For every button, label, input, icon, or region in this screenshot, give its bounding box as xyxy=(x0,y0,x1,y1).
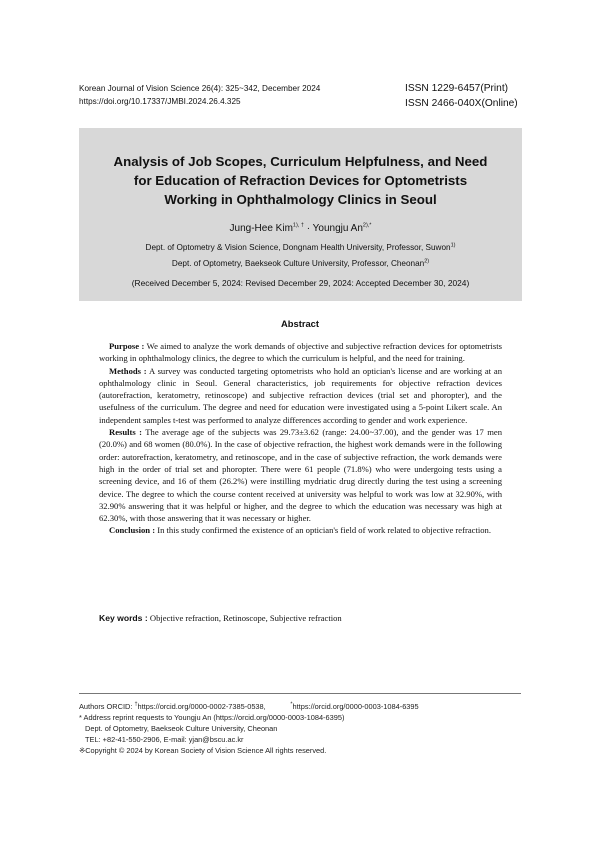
paper-title xyxy=(79,152,522,209)
abstract-heading: Abstract xyxy=(280,318,320,329)
copyright: ※Copyright © 2024 by Korean Society of Vision Science All rights reserved. xyxy=(79,746,327,756)
affiliation-1 xyxy=(79,243,522,252)
reprint-request: * Address reprint requests to Youngju An (https://orcid.org/0000-0003-1084-6395) xyxy=(79,713,345,723)
author-name: Jung-Hee Kim xyxy=(229,223,293,234)
abstract-conclusion xyxy=(99,524,502,536)
affiliation-2 xyxy=(79,259,522,268)
title-line: Analysis of Job Scopes, Curriculum Helpfulness, and Need xyxy=(113,154,488,169)
author-name: Youngju An xyxy=(312,223,363,234)
purpose-text: We aimed to analyze the work demands of objective and subjective refraction devices for optometrists working in ophthalmology clinics, the degree to which the curriculum is helpful, and the need for training. xyxy=(99,341,502,364)
title-box xyxy=(79,128,522,301)
orcid-mark: * xyxy=(290,701,293,708)
results-label: Results : xyxy=(109,427,143,438)
title-line: for Education of Refraction Devices for Optometrists xyxy=(133,173,468,188)
title-line: Working in Ophthalmology Clinics in Seoul xyxy=(164,192,437,207)
orcid-mark: † xyxy=(134,701,138,708)
orcid-line xyxy=(79,701,419,712)
keywords-text: Objective refraction, Retinoscope, Subjective refraction xyxy=(147,613,342,623)
received-dates: (Received December 5, 2024: Revised December 29, 2024: Accepted December 30, 2024) xyxy=(131,278,470,288)
reprint-contact: TEL: +82-41-550-2906, E-mail: yjan@bscu.ac.kr xyxy=(85,735,244,745)
issn-block xyxy=(405,81,518,111)
footnotes xyxy=(79,701,419,756)
abstract-methods xyxy=(99,365,502,426)
affiliation-text: Dept. of Optometry & Vision Science, Dongnam Health University, Professor, Suwon xyxy=(145,243,451,252)
author-sup: 1), † xyxy=(292,222,304,229)
issn-online: ISSN 2466-040X(Online) xyxy=(405,98,518,109)
journal-header xyxy=(79,82,320,108)
issn-print: ISSN 1229-6457(Print) xyxy=(405,83,509,94)
results-text: The average age of the subjects was 29.73±3.62 (range: 24.00~37.00), and the gender was 17 men (20.0%) and 68 women (80.0%). In the case of objective refraction, the highest work demands were in the following order: autorefraction, keratometry, and retinoscope, and in the case of subjective refraction, the work demands were high in the order of trial set and phoropter. There were 61 people (71.8%) who were undergoing tests using a screening device, and 16 of them (26.2%) were instilling mydriatic drug directly during the test using a screening device. The degree to which the course content received at university was helpful to work was low at 32.90%, with 32.90% answering that it was helpful or higher, and the degree to which the education was necessary was high at 62.30%, with those answering that it was necessary or higher. xyxy=(99,427,502,524)
author-separator: · xyxy=(303,223,313,234)
affiliation-sup: 2) xyxy=(424,258,430,265)
orcid-prefix: Authors ORCID: xyxy=(79,702,135,711)
reprint-dept: Dept. of Optometry, Baekseok Culture University, Cheonan xyxy=(85,724,278,734)
conclusion-label: Conclusion : xyxy=(109,525,156,536)
journal-citation: Korean Journal of Vision Science 26(4): 325~342, December 2024 xyxy=(79,84,321,93)
methods-label: Methods : xyxy=(109,365,147,376)
keywords xyxy=(99,613,342,623)
orcid-link-1[interactable]: https://orcid.org/0000-0002-7385-0538, xyxy=(137,702,266,711)
footnote-divider xyxy=(79,693,521,694)
keywords-label: Key words : xyxy=(99,613,148,623)
author-list xyxy=(79,223,522,234)
doi-link[interactable]: https://doi.org/10.17337/JMBI.2024.26.4.325 xyxy=(79,97,241,106)
methods-text: A survey was conducted targeting optometrists who hold an optician's license and are working at an ophthalmology clinic in Seoul. General characteristics, job requirements for objective refraction devices (autorefraction, keratometry, retinoscope) and subjective refraction devices (trial set and phoropter), and the usefulness of the curriculum. The degree and need for education were investigated using a 5-point Likert scale. An independent samples t-test was performed to analyze differences according to gender and work experience. xyxy=(99,365,502,425)
abstract-body xyxy=(99,340,502,537)
conclusion-text: In this study confirmed the existence of an optician's field of work related to objective refraction. xyxy=(155,525,491,536)
abstract-results xyxy=(99,426,502,524)
abstract-purpose xyxy=(99,340,502,365)
orcid-link-2[interactable]: https://orcid.org/0000-0003-1084-6395 xyxy=(292,702,419,711)
affiliation-sup: 1) xyxy=(450,242,456,249)
affiliation-text: Dept. of Optometry, Baekseok Culture University, Professor, Cheonan xyxy=(171,259,425,268)
purpose-label: Purpose : xyxy=(109,341,145,351)
author-sup: 2),* xyxy=(362,222,372,229)
